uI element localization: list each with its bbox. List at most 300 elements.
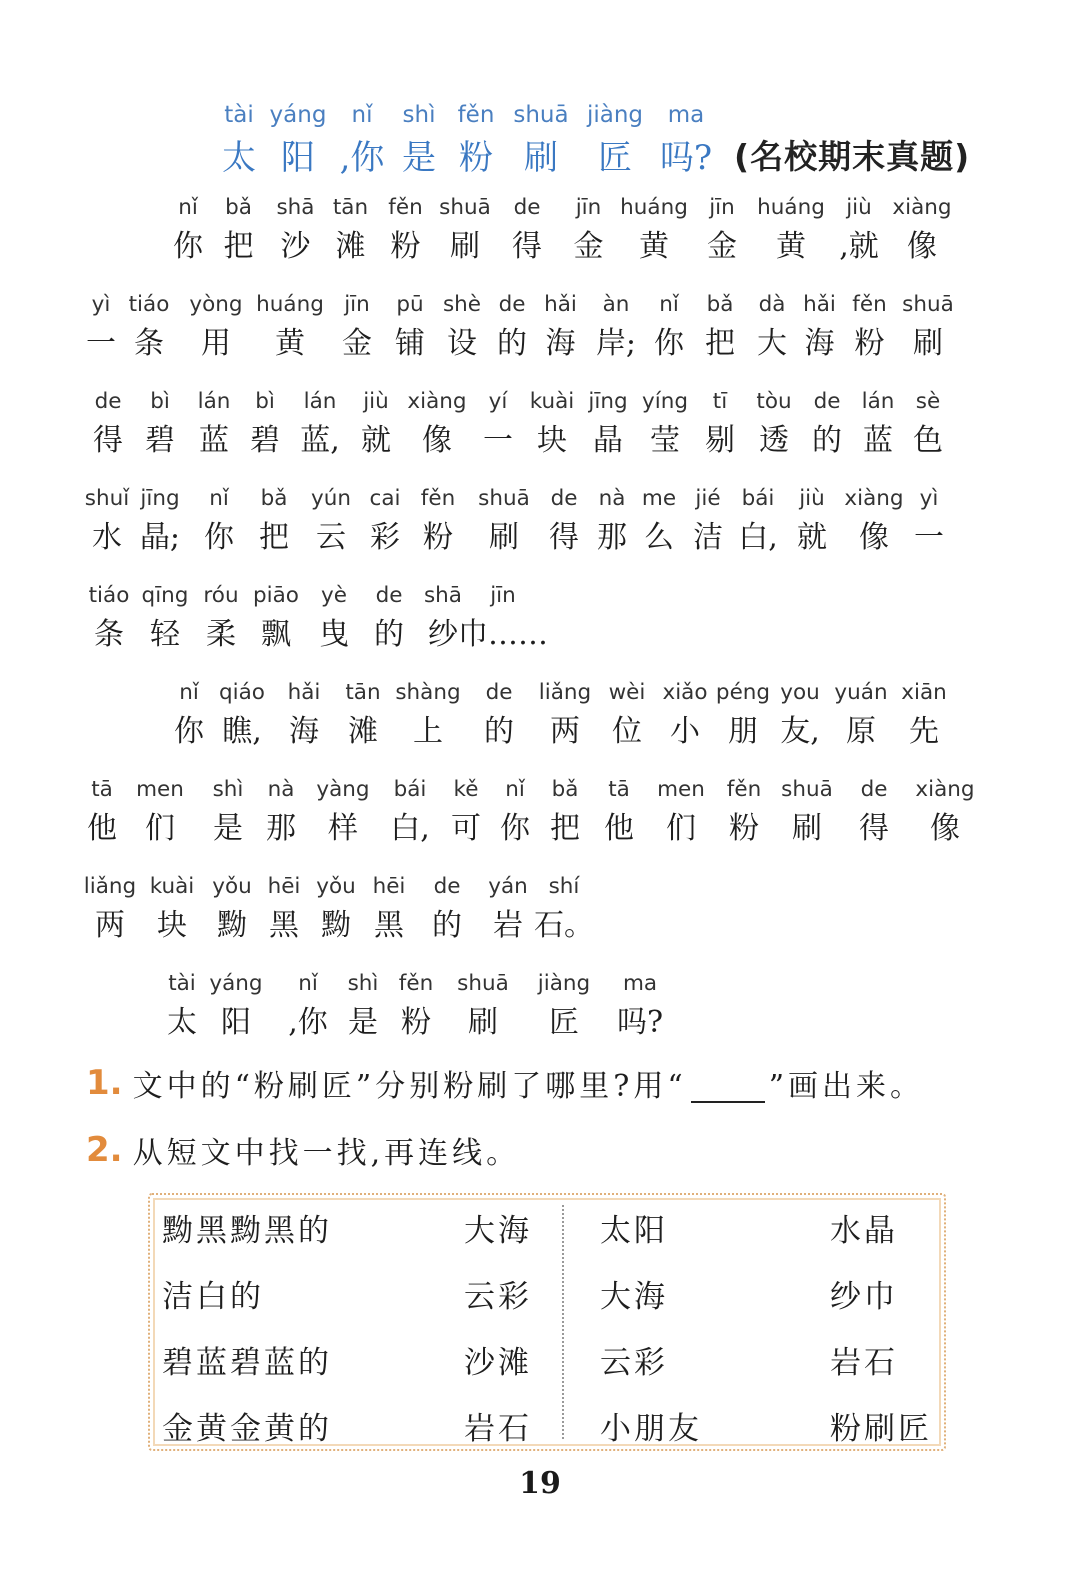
chinese-character: 粉 — [390, 229, 421, 264]
poem-word — [558, 192, 619, 270]
pinyin-syllable: shí — [548, 874, 580, 899]
poem-word — [468, 483, 540, 561]
pinyin-syllable: de — [375, 583, 403, 608]
title-pinyin-syllable: yáng — [269, 102, 327, 128]
poem-word — [434, 192, 496, 270]
pinyin-syllable: bǎ — [551, 777, 579, 802]
poem-word — [248, 483, 300, 561]
poem-word — [212, 677, 272, 755]
chinese-character: 粉 — [423, 520, 453, 555]
pinyin-syllable: de — [550, 486, 578, 511]
chinese-character: 晶 — [593, 423, 623, 458]
chinese-character: 刷 — [489, 520, 519, 555]
pinyin-syllable: àn — [602, 292, 630, 317]
pinyin-syllable: nǐ — [659, 292, 679, 317]
poem-word — [828, 677, 894, 755]
chinese-character: 的 — [812, 423, 842, 458]
title-character: 刷 — [524, 137, 558, 178]
chinese-character: ,就 — [839, 229, 879, 264]
title-character: ,你 — [339, 137, 385, 178]
chinese-character: 上 — [413, 714, 443, 749]
poem-word — [434, 289, 490, 367]
chinese-character: 水 — [92, 520, 122, 555]
poem-word — [198, 968, 274, 1046]
title-pinyin-syllable: shuā — [513, 102, 569, 128]
poem-word — [588, 483, 636, 561]
pinyin-syllable: shā — [423, 583, 462, 608]
poem-word — [734, 483, 782, 561]
poem-word — [852, 386, 904, 464]
poem-line — [84, 483, 952, 561]
question-text — [133, 1061, 924, 1105]
poem-word — [592, 774, 646, 852]
chinese-character: 黄 — [639, 229, 669, 264]
poem-word — [362, 580, 416, 658]
poem-word — [274, 968, 342, 1046]
result-item[interactable]: 粉刷匠 — [830, 1411, 932, 1447]
chinese-character: 是 — [213, 811, 243, 846]
pinyin-syllable: tān — [345, 680, 381, 705]
chinese-character: 岩 — [493, 908, 523, 943]
poem-word — [386, 289, 434, 367]
pinyin-syllable: yàng — [316, 777, 370, 802]
chinese-character: 铺 — [395, 326, 425, 361]
title-pinyin-syllable: ma — [667, 102, 705, 128]
chinese-character: 像 — [907, 229, 937, 264]
poem-word — [782, 483, 842, 561]
poem-word — [476, 871, 540, 949]
poem-word — [377, 192, 434, 270]
pinyin-syllable: hēi — [267, 874, 301, 899]
poem-line — [83, 871, 594, 949]
pinyin-syllable: fěn — [726, 777, 762, 802]
poem-word — [208, 871, 256, 949]
chinese-character: 匠 — [549, 1005, 579, 1040]
chinese-character: 就 — [797, 520, 827, 555]
poem-line — [166, 677, 954, 755]
pinyin-syllable: yún — [311, 486, 351, 511]
chinese-character: 那 — [266, 811, 296, 846]
noun-item[interactable]: 沙滩 — [464, 1345, 532, 1381]
pinyin-syllable: nǐ — [505, 777, 525, 802]
pinyin-syllable: nà — [267, 777, 295, 802]
pinyin-syllable: tī — [712, 389, 728, 414]
adjective-item[interactable]: 金黄金黄的 — [162, 1411, 332, 1447]
chinese-character: 像 — [422, 423, 452, 458]
chinese-character: 沙 — [280, 229, 311, 264]
chinese-character: 用 — [201, 326, 231, 361]
poem-word — [897, 289, 959, 367]
noun-item[interactable]: 云彩 — [464, 1279, 532, 1315]
chinese-character: 把 — [259, 520, 289, 555]
poem-word — [827, 192, 891, 270]
chinese-character: 透 — [759, 423, 789, 458]
poem-word — [300, 483, 362, 561]
poem-word — [518, 968, 610, 1046]
pinyin-syllable: de — [860, 777, 888, 802]
title-character: 阳 — [281, 137, 315, 178]
poem-word — [190, 483, 248, 561]
pinyin-syllable: de — [94, 389, 122, 414]
pinyin-syllable: liǎng — [538, 680, 592, 705]
pinyin-syllable: shā — [276, 195, 315, 220]
chinese-character: 你 — [654, 326, 684, 361]
poem-word — [891, 192, 953, 270]
pinyin-syllable: bì — [150, 389, 170, 414]
pinyin-syllable: bǎ — [260, 486, 288, 511]
poem-word — [490, 289, 534, 367]
pinyin-syllable: piāo — [253, 583, 299, 608]
chinese-character: 碧 — [250, 423, 280, 458]
chinese-character: 海 — [545, 326, 576, 361]
noun-item[interactable]: 大海 — [464, 1213, 532, 1249]
poem-word — [360, 871, 418, 949]
chinese-character: 小 — [670, 714, 700, 749]
poem-word — [324, 192, 377, 270]
chinese-character: 你 — [173, 229, 203, 264]
question-number: 2. — [86, 1130, 123, 1170]
poem-word — [166, 677, 212, 755]
chinese-character: 滩 — [348, 714, 378, 749]
poem-word — [188, 386, 240, 464]
pinyin-syllable: shàng — [395, 680, 461, 705]
subject-item[interactable]: 云彩 — [600, 1345, 668, 1381]
pinyin-syllable: shì — [347, 971, 379, 996]
chinese-character: 滩 — [335, 229, 366, 264]
poem-word — [120, 774, 200, 852]
pinyin-syllable: de — [498, 292, 526, 317]
pinyin-syllable: pū — [396, 292, 424, 317]
chinese-character: 粉 — [854, 326, 885, 361]
chinese-character: 像 — [930, 811, 960, 846]
poem-word — [256, 774, 306, 852]
chinese-character: 两 — [550, 714, 580, 749]
pinyin-syllable: xiǎo — [662, 680, 708, 705]
poem-word — [693, 289, 747, 367]
poem-word — [180, 289, 252, 367]
pinyin-syllable: bái — [741, 486, 775, 511]
pinyin-syllable: tài — [168, 971, 196, 996]
pinyin-syllable: men — [657, 777, 705, 802]
pinyin-syllable: yè — [321, 583, 347, 608]
chinese-character: 金 — [342, 326, 372, 361]
poem-word — [755, 192, 827, 270]
chinese-character: 黑 — [269, 908, 299, 943]
poem-word — [646, 774, 716, 852]
subject-item[interactable]: 太阳 — [600, 1213, 668, 1249]
chinese-character: 他 — [87, 811, 117, 846]
pinyin-syllable: nà — [598, 486, 626, 511]
exam-tag: (名校期末真题) — [734, 136, 971, 176]
poem-word — [524, 386, 580, 464]
poem-word — [904, 386, 952, 464]
poem-word — [532, 677, 598, 755]
poem-word — [290, 386, 350, 464]
question-text: 从短文中找一找,再连线。 — [132, 1136, 521, 1171]
chinese-character: 巾…… — [458, 617, 548, 652]
chinese-character: 条 — [94, 617, 124, 652]
poem-word — [272, 677, 336, 755]
chinese-character: 黄 — [275, 326, 305, 361]
chinese-character: 样 — [328, 811, 358, 846]
chinese-character: 设 — [447, 326, 477, 361]
pinyin-syllable: you — [780, 680, 820, 705]
chinese-character: 的 — [484, 714, 514, 749]
pinyin-syllable: yuán — [834, 680, 888, 705]
poem-word — [166, 192, 210, 270]
pinyin-syllable: shuā — [439, 195, 491, 220]
adjective-item[interactable]: 碧蓝碧蓝的 — [162, 1345, 332, 1381]
poem-word — [842, 289, 897, 367]
pinyin-syllable: cai — [369, 486, 401, 511]
chinese-character: 可 — [451, 811, 481, 846]
pinyin-syllable: hǎi — [803, 292, 836, 317]
pinyin-syllable: lán — [861, 389, 895, 414]
chinese-character: 轻 — [150, 617, 180, 652]
pinyin-syllable: yí — [488, 389, 508, 414]
chinese-character: 色 — [913, 423, 943, 458]
chinese-character: 刷 — [913, 326, 943, 361]
pinyin-syllable: fěn — [420, 486, 456, 511]
poem-word — [84, 483, 130, 561]
poem-word — [408, 483, 468, 561]
chinese-character: 你 — [500, 811, 530, 846]
poem-word — [380, 774, 440, 852]
chinese-character: 碧 — [145, 423, 175, 458]
pinyin-syllable: kuài — [149, 874, 195, 899]
pinyin-syllable: jiàng — [537, 971, 591, 996]
poem-word — [689, 192, 755, 270]
chinese-character: 石。 — [534, 908, 594, 943]
poem-word — [842, 774, 906, 852]
pinyin-syllable: nǐ — [179, 680, 199, 705]
pinyin-syllable: péng — [715, 680, 771, 705]
pinyin-syllable: men — [136, 777, 184, 802]
poem-word — [84, 386, 132, 464]
chinese-character: 两 — [95, 908, 125, 943]
title-pinyin-syllable: nǐ — [351, 102, 373, 128]
question-2 — [86, 1122, 520, 1178]
poem-word — [906, 483, 952, 561]
adjective-item[interactable]: 黝黑黝黑的 — [162, 1213, 332, 1249]
pinyin-syllable: nǐ — [298, 971, 318, 996]
poem-word — [306, 774, 380, 852]
pinyin-syllable: hǎi — [544, 292, 577, 317]
pinyin-syllable: yòng — [189, 292, 243, 317]
chinese-character: 就 — [361, 423, 391, 458]
pinyin-syllable: shè — [442, 292, 482, 317]
pinyin-syllable: tòu — [756, 389, 792, 414]
chinese-character: 蓝 — [199, 423, 229, 458]
question-1 — [86, 1055, 924, 1111]
chinese-character: 刷 — [468, 1005, 498, 1040]
question-text-part: 文中的“粉刷匠”分别粉刷了哪里?用“ — [132, 1069, 687, 1104]
poem-word — [772, 774, 842, 852]
poem-word — [246, 580, 306, 658]
pinyin-syllable: jīn — [575, 195, 602, 220]
pinyin-syllable: lán — [197, 389, 231, 414]
chinese-character: 得 — [549, 520, 579, 555]
poem-word — [200, 774, 256, 852]
chinese-character: 云 — [316, 520, 346, 555]
pinyin-syllable: jiù — [846, 195, 872, 220]
chinese-character: 海 — [289, 714, 319, 749]
chinese-character: 黄 — [776, 229, 806, 264]
chinese-character: 条 — [134, 326, 164, 361]
pinyin-syllable: dà — [758, 292, 786, 317]
poem-word — [538, 774, 592, 852]
title-pinyin-syllable: jiàng — [586, 102, 644, 128]
pinyin-syllable: de — [433, 874, 461, 899]
pinyin-syllable: bái — [393, 777, 427, 802]
chinese-character: 得 — [93, 423, 123, 458]
poem-word — [418, 871, 476, 949]
chinese-character: 们 — [666, 811, 696, 846]
pinyin-syllable: hēi — [372, 874, 406, 899]
matching-table — [148, 1193, 946, 1451]
pinyin-syllable: huáng — [757, 195, 825, 220]
pinyin-syllable: shuǐ — [84, 486, 130, 511]
poem-word — [598, 677, 656, 755]
poem-word — [306, 580, 362, 658]
poem-word — [894, 677, 954, 755]
chinese-character: 金 — [573, 229, 604, 264]
pinyin-syllable: shì — [212, 777, 244, 802]
poem-word — [240, 386, 290, 464]
title-pinyin-syllable: tài — [224, 102, 254, 128]
chinese-character: 蓝, — [300, 423, 340, 458]
poem-word — [84, 774, 120, 852]
chinese-character: 海 — [804, 326, 835, 361]
pinyin-syllable: bǎ — [225, 195, 252, 220]
chinese-character: 纱 — [428, 617, 458, 652]
pinyin-syllable: bǎ — [706, 292, 734, 317]
chinese-character: 金 — [707, 229, 737, 264]
pinyin-syllable: jiù — [799, 486, 825, 511]
chinese-character: 彩 — [370, 520, 400, 555]
adjective-item[interactable]: 洁白的 — [162, 1279, 264, 1315]
pinyin-syllable: yì — [919, 486, 939, 511]
pinyin-syllable: shuā — [902, 292, 954, 317]
subject-item[interactable]: 大海 — [600, 1279, 668, 1315]
title-pinyin — [214, 96, 974, 128]
poem-word — [402, 386, 472, 464]
poem-word — [842, 483, 906, 561]
title-character: 太 — [222, 137, 256, 178]
title-pinyin-syllable: shì — [402, 102, 436, 128]
chinese-character: 一 — [483, 423, 513, 458]
chinese-character: 晶; — [139, 520, 181, 555]
chinese-character: 黝 — [217, 908, 247, 943]
chinese-character: 吗? — [616, 1005, 664, 1040]
pinyin-syllable: tiáo — [128, 292, 170, 317]
poem-line — [84, 289, 959, 367]
chinese-character: 的 — [497, 326, 527, 361]
chinese-character: 蓝 — [863, 423, 893, 458]
pinyin-syllable: shuā — [478, 486, 530, 511]
poem-word — [132, 386, 188, 464]
chinese-character: 岸; — [595, 326, 637, 361]
question-number: 1. — [86, 1063, 123, 1103]
poem-word — [252, 289, 328, 367]
poem-word — [797, 289, 842, 367]
chinese-character: 友, — [780, 714, 820, 749]
chinese-character: 得 — [859, 811, 889, 846]
pinyin-syllable: róu — [203, 583, 239, 608]
chinese-character: 的 — [374, 617, 404, 652]
result-item[interactable]: 岩石 — [830, 1345, 898, 1381]
pinyin-syllable: xiàng — [892, 195, 952, 220]
pinyin-syllable: jiù — [363, 389, 389, 414]
poem-title — [214, 96, 974, 180]
pinyin-syllable: kuài — [529, 389, 575, 414]
poem-word — [656, 677, 714, 755]
pinyin-syllable: yán — [488, 874, 528, 899]
page-number: 19 — [519, 1466, 561, 1501]
poem-word — [682, 483, 734, 561]
chinese-character: ,你 — [288, 1005, 328, 1040]
title-character: 粉 — [459, 137, 493, 178]
title-pinyin-syllable: fěn — [457, 102, 495, 128]
poem-line — [166, 192, 953, 270]
poem-word — [350, 386, 402, 464]
poem-word — [636, 483, 682, 561]
question-text-part: ”画出来。 — [768, 1069, 925, 1104]
pinyin-syllable: lán — [303, 389, 337, 414]
pinyin-syllable: jīng — [588, 389, 628, 414]
chinese-character: 的 — [432, 908, 462, 943]
chinese-character: 刷 — [792, 811, 822, 846]
noun-item[interactable]: 岩石 — [464, 1411, 532, 1447]
chinese-character: 先 — [909, 714, 939, 749]
poem-word — [492, 774, 538, 852]
poem-line — [84, 774, 984, 852]
poem-word — [906, 774, 984, 852]
poem-word — [336, 677, 390, 755]
chinese-character: 朋 — [728, 714, 758, 749]
result-item[interactable]: 纱巾 — [830, 1279, 898, 1315]
poem-word — [134, 580, 196, 658]
pinyin-syllable: tān — [332, 195, 369, 220]
pinyin-syllable: kě — [453, 777, 479, 802]
pinyin-syllable: jīn — [709, 195, 735, 220]
poem-word — [448, 968, 518, 1046]
poem-word — [580, 386, 636, 464]
poem-word — [587, 289, 645, 367]
pinyin-syllable: de — [813, 389, 841, 414]
chinese-character: 黝 — [321, 908, 351, 943]
chinese-character: 莹 — [650, 423, 680, 458]
chinese-character: 黑 — [374, 908, 404, 943]
pinyin-syllable: nǐ — [209, 486, 229, 511]
pinyin-syllable: xiàng — [915, 777, 975, 802]
chinese-character: 刷 — [450, 229, 480, 264]
poem-word — [196, 580, 246, 658]
pinyin-syllable: jīng — [140, 486, 180, 511]
poem-word — [210, 192, 267, 270]
poem-word — [610, 968, 670, 1046]
chinese-character: 大 — [757, 326, 787, 361]
pinyin-syllable: liǎng — [83, 874, 137, 899]
pinyin-syllable: yáng — [209, 971, 263, 996]
chinese-character: 瞧, — [222, 714, 262, 749]
pinyin-syllable: hǎi — [287, 680, 321, 705]
subject-item[interactable]: 小朋友 — [600, 1411, 702, 1447]
poem-word — [466, 677, 532, 755]
chinese-character: 像 — [859, 520, 889, 555]
result-item[interactable]: 水晶 — [830, 1213, 898, 1249]
pinyin-syllable: fěn — [388, 195, 423, 220]
